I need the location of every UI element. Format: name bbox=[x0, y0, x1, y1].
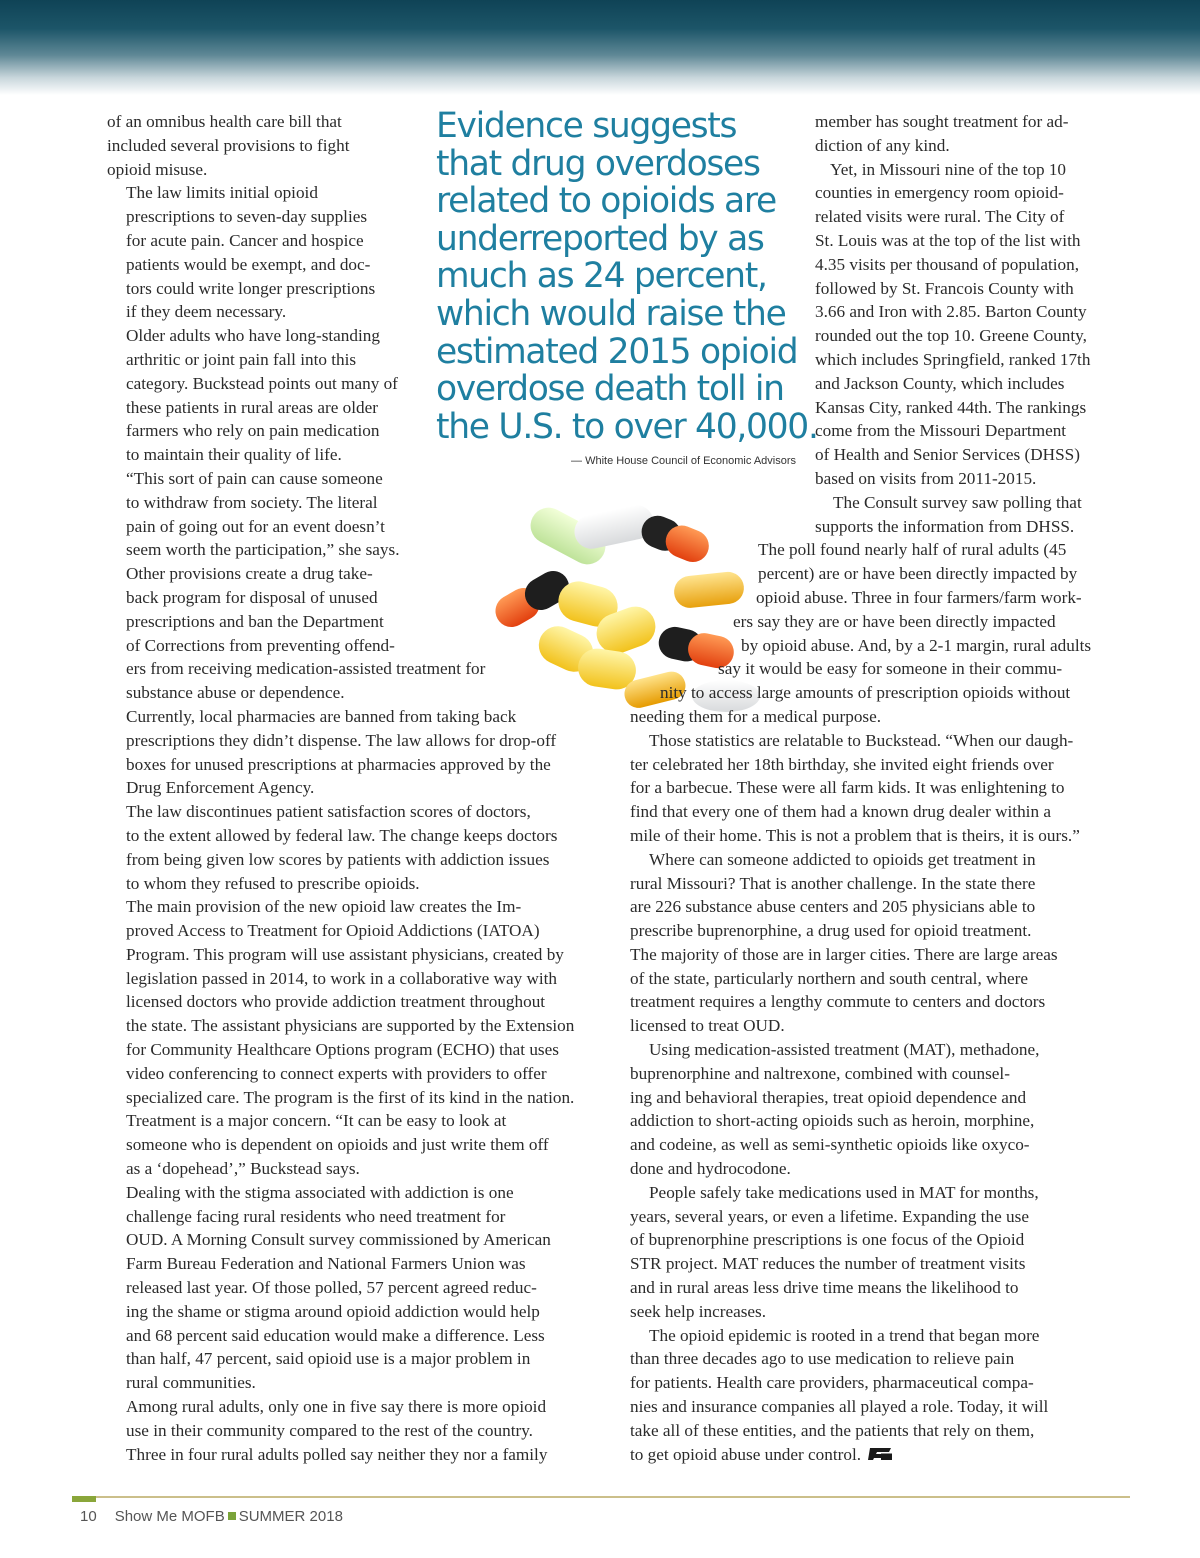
page-number: 10 bbox=[80, 1508, 97, 1525]
text-line: related visits were rural. The City of bbox=[815, 207, 1065, 227]
text-line: video conferencing to connect experts with providers to offer bbox=[126, 1063, 547, 1083]
text-line: for acute pain. Cancer and hospice bbox=[126, 230, 364, 250]
paragraph bbox=[630, 848, 1130, 1038]
text-line: ter celebrated her 18th birthday, she invited eight friends over bbox=[630, 754, 1054, 774]
text-line: rural communities. bbox=[126, 1373, 256, 1393]
text-line: opioid misuse. bbox=[107, 159, 208, 179]
text-line: of Health and Senior Services (DHSS) bbox=[815, 445, 1080, 465]
text-line: mile of their home. This is not a problem that is theirs, it is ours.” bbox=[630, 825, 1080, 845]
text-line: patients would be exempt, and doc- bbox=[126, 254, 371, 274]
text-line: The law discontinues patient satisfaction scores of doctors, bbox=[126, 802, 531, 822]
text-line: tors could write longer prescriptions bbox=[126, 278, 376, 298]
text-line: nity to access large amounts of prescription opioids without bbox=[660, 683, 1071, 703]
text-line: The main provision of the new opioid law creates the Im- bbox=[126, 897, 522, 917]
text-line: The opioid epidemic is rooted in a trend that began more bbox=[649, 1325, 1040, 1345]
text-line: Dealing with the stigma associated with addiction is one bbox=[126, 1182, 514, 1202]
text-line: rural Missouri? That is another challenge. In the state there bbox=[630, 873, 1036, 893]
farm-bureau-logo-icon bbox=[867, 1447, 893, 1461]
text-line: are 226 substance abuse centers and 205 physicians able to bbox=[630, 897, 1036, 917]
text-line: The law limits initial opioid bbox=[126, 183, 318, 203]
pull-quote-line: which would raise the bbox=[436, 293, 786, 334]
text-line: rounded out the top 10. Greene County, bbox=[815, 326, 1087, 346]
text-line: 3.66 and Iron with 2.85. Barton County bbox=[815, 302, 1087, 322]
text-line: Program. This program will use assistant physicians, created by bbox=[126, 944, 564, 964]
text-line: to maintain their quality of life. bbox=[126, 445, 342, 465]
pull-quote-line: overdose death toll in bbox=[436, 369, 784, 410]
text-line: Using medication-assisted treatment (MAT), methadone, bbox=[649, 1040, 1040, 1060]
paragraph bbox=[630, 491, 1130, 729]
square-bullet-icon bbox=[228, 1512, 236, 1520]
text-line: ing the shame or stigma around opioid addiction would help bbox=[126, 1301, 540, 1321]
text-line: Drug Enforcement Agency. bbox=[126, 778, 315, 798]
paragraph bbox=[630, 1324, 1130, 1467]
pull-quote-line: underreported by as bbox=[436, 218, 764, 259]
paragraph bbox=[630, 1181, 1130, 1324]
text-line: of an omnibus health care bill that bbox=[107, 112, 342, 131]
paragraph bbox=[107, 895, 607, 1109]
text-line: seem worth the participation,” she says. bbox=[126, 540, 400, 560]
text-line: pain of going out for an event doesn’t bbox=[126, 516, 385, 536]
text-line: back program for disposal of unused bbox=[126, 587, 378, 607]
text-line: specialized care. The program is the first of its kind in the nation. bbox=[126, 1087, 575, 1107]
text-line: use in their community compared to the rest of the country. bbox=[126, 1420, 533, 1440]
text-line: from being given low scores by patients with addiction issues bbox=[126, 849, 550, 869]
text-line: prescribe buprenorphine, a drug used for opioid treatment. bbox=[630, 921, 1032, 941]
text-line: Three in four rural adults polled say neither they nor a family bbox=[126, 1444, 548, 1464]
text-line: arthritic or joint pain fall into this bbox=[126, 349, 357, 369]
footer-rule bbox=[72, 1496, 1130, 1498]
text-line: treatment requires a lengthy commute to centers and doctors bbox=[630, 992, 1046, 1012]
text-line: take all of these entities, and the patients that rely on them, bbox=[630, 1420, 1035, 1440]
text-line: prescriptions they didn’t dispense. The law allows for drop-off bbox=[126, 730, 557, 750]
text-line: Those statistics are relatable to Buckstead. “When our daugh- bbox=[649, 730, 1074, 750]
text-line: done and hydrocodone. bbox=[630, 1159, 791, 1179]
pull-quote-line: the U.S. to over 40,000. bbox=[436, 406, 818, 447]
text-line: member has sought treatment for ad- bbox=[815, 112, 1069, 131]
paragraph bbox=[630, 1038, 1130, 1181]
text-line: Other provisions create a drug take- bbox=[126, 564, 373, 584]
text-line: and 68 percent said education would make a difference. Less bbox=[126, 1325, 545, 1345]
footer-accent-tab bbox=[72, 1496, 96, 1502]
text-line: counties in emergency room opioid- bbox=[815, 183, 1064, 203]
pull-quote-line: estimated 2015 opioid bbox=[436, 331, 798, 372]
text-line: opioid abuse. Three in four farmers/farm work- bbox=[756, 587, 1082, 607]
text-line: STR project. MAT reduces the number of treatment visits bbox=[630, 1254, 1026, 1274]
text-line: Farm Bureau Federation and National Farmers Union was bbox=[126, 1254, 526, 1274]
paragraph bbox=[107, 1395, 607, 1466]
text-line: 4.35 visits per thousand of population, bbox=[815, 254, 1079, 274]
text-line: The poll found nearly half of rural adults (45 bbox=[758, 540, 1067, 560]
text-line: these patients in rural areas are older bbox=[126, 397, 378, 417]
text-line: to whom they refused to prescribe opioids. bbox=[126, 873, 420, 893]
paragraph bbox=[107, 800, 607, 895]
pull-quote-line: much as 24 percent, bbox=[436, 256, 767, 297]
text-line: seek help increases. bbox=[630, 1301, 767, 1321]
text-line: licensed to treat OUD. bbox=[630, 1016, 785, 1036]
publication-name: Show Me MOFB bbox=[114, 1508, 225, 1525]
text-line: Where can someone addicted to opioids get treatment in bbox=[649, 849, 1036, 869]
paragraph bbox=[107, 1109, 607, 1180]
text-line: Kansas City, ranked 44th. The rankings bbox=[815, 397, 1087, 417]
text-line: of buprenorphine prescriptions is one focus of the Opioid bbox=[630, 1230, 1025, 1250]
text-line: and codeine, as well as semi-synthetic opioids like oxyco- bbox=[630, 1135, 1030, 1155]
text-line: for Community Healthcare Options program (ECHO) that uses bbox=[126, 1040, 559, 1060]
pull-quote-line: Evidence suggests bbox=[436, 106, 737, 146]
text-line: than three decades ago to use medication to relieve pain bbox=[630, 1349, 1015, 1369]
text-line: based on visits from 2011-2015. bbox=[815, 468, 1037, 488]
text-line: Treatment is a major concern. “It can be easy to look at bbox=[126, 1111, 507, 1131]
text-line: prescriptions to seven-day supplies bbox=[126, 207, 368, 227]
paragraph bbox=[630, 158, 1130, 491]
text-line: for patients. Health care providers, pharmaceutical compa- bbox=[630, 1373, 1034, 1393]
text-line: boxes for unused prescriptions at pharmacies approved by the bbox=[126, 754, 551, 774]
text-line: Older adults who have long-standing bbox=[126, 326, 380, 346]
text-line: for a barbecue. These were all farm kids. It was enlightening to bbox=[630, 778, 1065, 798]
text-line: ing and behavioral therapies, treat opioid dependence and bbox=[630, 1087, 1027, 1107]
text-line: nies and insurance companies all played a role. Today, it will bbox=[630, 1397, 1049, 1417]
text-line: substance abuse or dependence. bbox=[126, 683, 345, 703]
text-line: Among rural adults, only one in five say there is more opioid bbox=[126, 1397, 547, 1417]
text-line: Yet, in Missouri nine of the top 10 bbox=[830, 159, 1067, 179]
text-line: farmers who rely on pain medication bbox=[126, 421, 380, 441]
text-line: The majority of those are in larger cities. There are large areas bbox=[630, 944, 1058, 964]
text-line: come from the Missouri Department bbox=[815, 421, 1067, 441]
text-line: as a ‘dopehead’,” Buckstead says. bbox=[126, 1159, 360, 1179]
text-line: and Jackson County, which includes bbox=[815, 373, 1065, 393]
text-line: than half, 47 percent, said opioid use is a major problem in bbox=[126, 1349, 531, 1369]
text-line: find that every one of them had a known drug dealer within a bbox=[630, 802, 1051, 822]
pull-quote-line: that drug overdoses bbox=[436, 143, 760, 184]
text-line: if they deem necessary. bbox=[126, 302, 287, 322]
pull-quote-line: related to opioids are bbox=[436, 181, 776, 222]
text-line: Currently, local pharmacies are banned from taking back bbox=[126, 706, 517, 726]
paragraph bbox=[630, 110, 1130, 158]
text-line: the state. The assistant physicians are supported by the Extension bbox=[126, 1016, 575, 1036]
text-line: years, several years, or even a lifetime. Expanding the use bbox=[630, 1206, 1029, 1226]
text-line: to get opioid abuse under control. bbox=[630, 1443, 1130, 1467]
article-column-right bbox=[630, 110, 1130, 1466]
text-line: licensed doctors who provide addiction treatment throughout bbox=[126, 992, 546, 1012]
text-line: and in rural areas less drive time means the likelihood to bbox=[630, 1278, 1019, 1298]
text-line: St. Louis was at the top of the list with bbox=[815, 230, 1081, 250]
text-line: addiction to short-acting opioids such as heroin, morphine, bbox=[630, 1111, 1035, 1131]
text-line: say it would be easy for someone in their commu- bbox=[718, 659, 1063, 679]
text-line: percent) are or have been directly impacted by bbox=[758, 564, 1078, 584]
text-line: diction of any kind. bbox=[815, 135, 950, 155]
text-line: to withdraw from society. The literal bbox=[126, 492, 378, 512]
text-line: “This sort of pain can cause someone bbox=[126, 468, 383, 488]
text-line: by opioid abuse. And, by a 2-1 margin, rural adults bbox=[741, 635, 1092, 655]
text-line: released last year. Of those polled, 57 percent agreed reduc- bbox=[126, 1278, 537, 1298]
text-line: challenge facing rural residents who need treatment for bbox=[126, 1206, 506, 1226]
text-line: which includes Springfield, ranked 17th bbox=[815, 349, 1091, 369]
text-line: OUD. A Morning Consult survey commissioned by American bbox=[126, 1230, 551, 1250]
text-line: to the extent allowed by federal law. The change keeps doctors bbox=[126, 825, 558, 845]
text-line: someone who is dependent on opioids and just write them off bbox=[126, 1135, 549, 1155]
page-footer bbox=[80, 1508, 343, 1525]
text-line: proved Access to Treatment for Opioid Addictions (IATOA) bbox=[126, 921, 540, 941]
text-line: category. Buckstead points out many of bbox=[126, 373, 398, 393]
text-line: legislation passed in 2014, to work in a collaborative way with bbox=[126, 968, 558, 988]
text-line: ers from receiving medication-assisted treatment for bbox=[126, 659, 486, 679]
text-line: of Corrections from preventing offend- bbox=[126, 635, 395, 655]
text-line: prescriptions and ban the Department bbox=[126, 611, 384, 631]
text-line: needing them for a medical purpose. bbox=[630, 706, 882, 726]
paragraph bbox=[107, 1181, 607, 1395]
text-line: included several provisions to fight bbox=[107, 135, 350, 155]
pull-quote-attribution: — White House Council of Economic Advisors bbox=[571, 455, 796, 467]
issue-label: SUMMER 2018 bbox=[238, 1508, 343, 1525]
paragraph bbox=[630, 729, 1130, 848]
text-line: followed by St. Francois County with bbox=[815, 278, 1074, 298]
text-line: of the state, particularly northern and south central, where bbox=[630, 968, 1029, 988]
text-line: People safely take medications used in MAT for months, bbox=[649, 1182, 1039, 1202]
text-line: buprenorphine and naltrexone, combined with counsel- bbox=[630, 1063, 1010, 1083]
text-line: The Consult survey saw polling that bbox=[833, 492, 1082, 512]
text-line: supports the information from DHSS. bbox=[815, 516, 1075, 536]
header-band bbox=[0, 0, 1200, 95]
text-line: ers say they are or have been directly impacted bbox=[733, 611, 1056, 631]
